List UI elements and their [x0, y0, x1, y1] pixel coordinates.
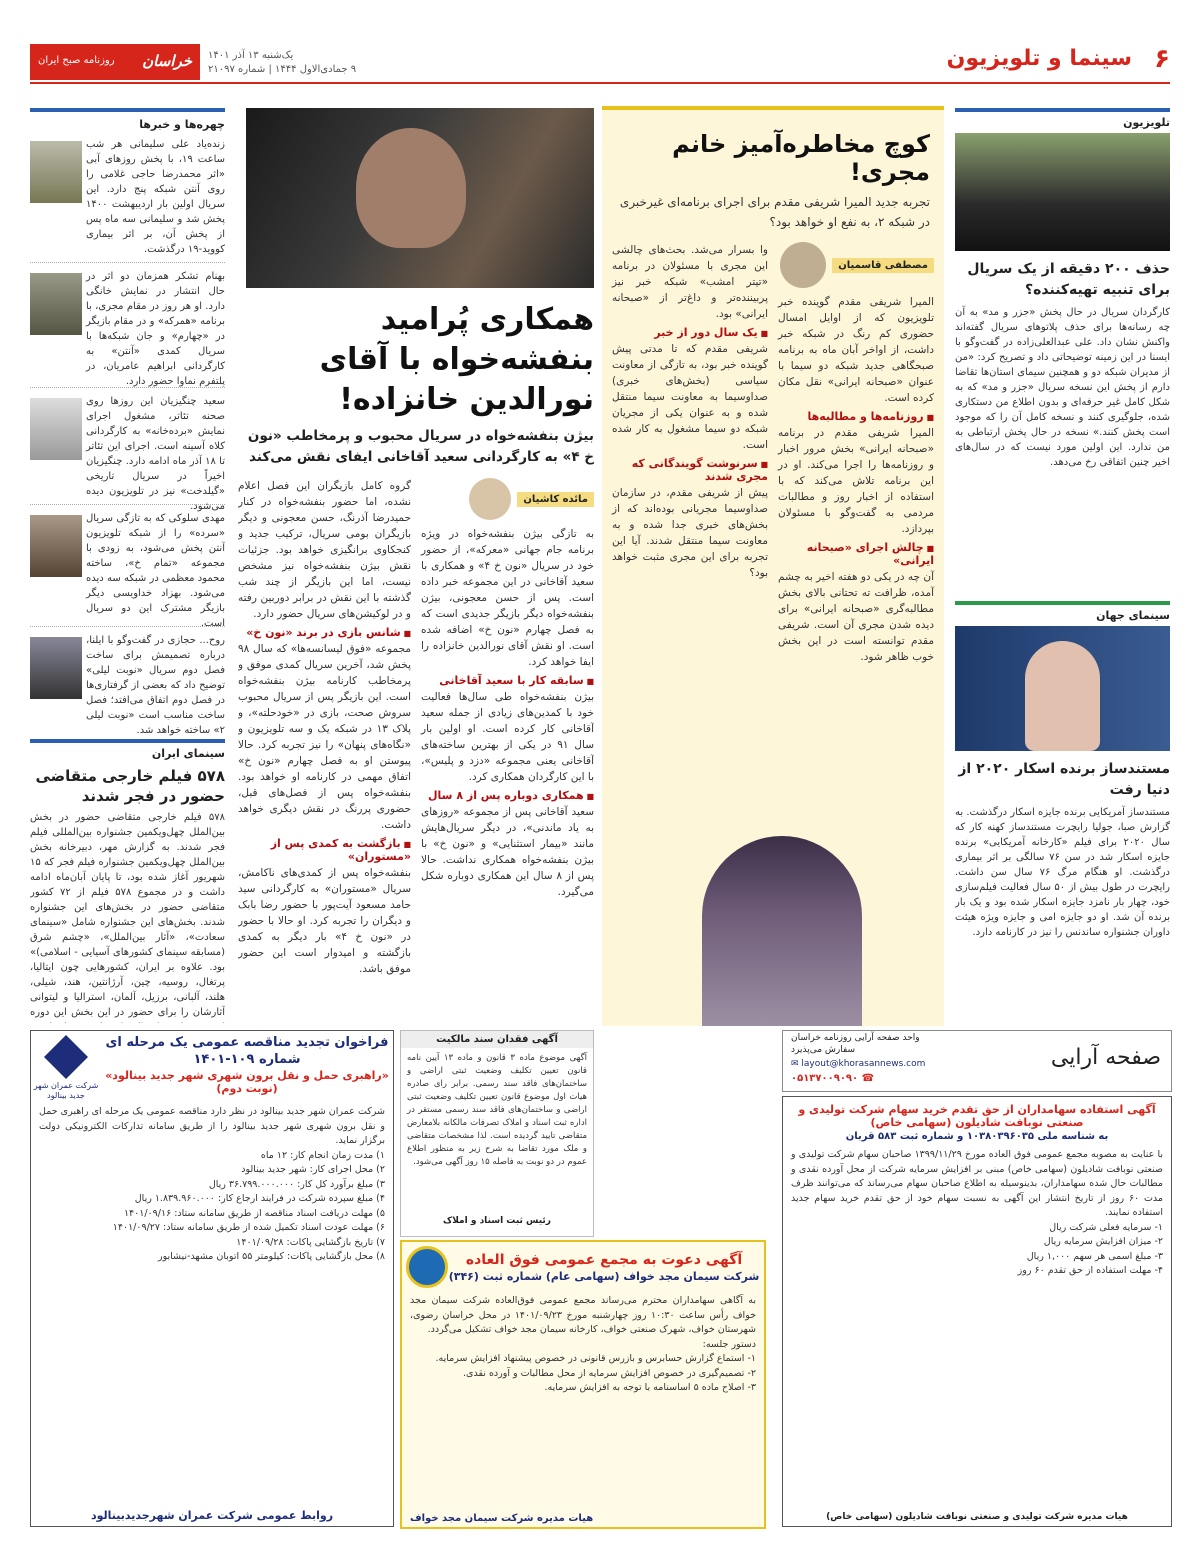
- main-story: [238, 108, 594, 1023]
- author-photo: [469, 478, 511, 520]
- main-col1-sub2: ■ بازگشت به کمدی پس از «مستوران»: [238, 837, 411, 863]
- face-photo: [30, 398, 82, 460]
- main-col2-p3: سعید آقاخانی پس از مجموعه «روزهای به یاد ماندنی»، در دیگر سریال‌هایش مانند «بیمار استثنایی» و «نون خ» با بیژن بنفشه‌خواه همکاری نداشت. حالا پس از ۸ سال این همکاری دوباره شکل می‌گیرد.: [421, 806, 594, 898]
- header-date-1: یک‌شنبه ۱۳ آذر ۱۴۰۱: [208, 50, 294, 61]
- faces-list: [30, 137, 225, 736]
- tv-photo: [955, 133, 1170, 251]
- face-photo: [30, 637, 82, 699]
- center-columns: [612, 242, 934, 665]
- ad2-header: [402, 1242, 764, 1292]
- main-col2-p2: بیژن بنفشه‌خواه طی سال‌ها فعالیت خود با کمدین‌های زیادی از جمله سعید آقاخانی کار کرده است. او اولین بار سال ۹۱ در یکی از بهترین ساخته‌های آقاخانی یعنی مجموعه «دزد و پلیس»، با این کارگردان همکاری کرد.: [421, 691, 594, 783]
- photo-figure-shape: [1025, 641, 1100, 751]
- left-column: [30, 108, 225, 1023]
- ad4-email[interactable]: ✉ layout@khorasannews.com: [791, 1059, 926, 1069]
- face-item: [30, 394, 225, 512]
- ad4-contact2: سفارش می‌پذیرد: [791, 1045, 856, 1055]
- ad5-body: با عنایت به مصوبه مجمع عمومی فوق العاده مورخ ۱۳۹۹/۱۱/۲۹ صاحبان سهام شرکت تولیدی و صنعتی نوبافت شادیلون (سهامی خاص) مبنی بر افزایش سرمایه شرکت از محل آورده نقدی و مطالبات حال شده سهامداران، بدینوسیله به اطلاع صاحبان سهام می‌رساند که می‌توانند ظرف مدت ۶۰ روز از تاریخ انتشار این آگهی به نسبت سهام خود از حق تقدم خرید سهام جدید استفاده نمایند. ۱- سرمایه فعلی شرکت ریال ۲- میزان افزایش سرمایه ریال ۳- مبلغ اسمی هر سهم ۱,۰۰۰ ریال ۴- مهلت استفاده از حق تقدم ۶۰ روز: [791, 1149, 1163, 1276]
- brand-box[interactable]: [30, 44, 200, 80]
- face-photo: [30, 273, 82, 335]
- ad4-contact1: واحد صفحه آرایی روزنامه خراسان: [791, 1033, 920, 1043]
- face-text: روح... حجازی در گفت‌وگو با ایلنا، درباره تصمیمش برای ساخت فصل دوم سریال «نوبت لیلی» توضیح داد که بعضی از گرفتاری‌ها در فصل دوم اتفاق می‌افتد؛ فصل ساخت مناسب است «نوبت لیلی ۲» ساخته خواهد شد.: [86, 635, 225, 736]
- ad3-footer: رئیس ثبت اسناد و املاک: [443, 1216, 551, 1226]
- center-colA-p1: المیرا شریفی مقدم گوینده خبر تلویزیون که از اوایل امسال حضوری کم رنگ در شبکه خبر داشت، از اواخر آبان ماه به برنامه صبحگاهی جدید شبکه دو سیما با عنوان «صبحانه ایرانی» نقل مکان کرده است.: [778, 296, 934, 404]
- face-photo: [30, 515, 82, 577]
- tv-label: تلویزیون: [955, 108, 1170, 129]
- ad2-title: آگهی دعوت به مجمع عمومی فوق العاده: [465, 1251, 743, 1268]
- ad2-body: به آگاهی سهامداران محترم می‌رساند مجمع عمومی فوق‌العاده شرکت سیمان مجد خواف رأس ساعت ۱۰:۳۰ روز چهارشنبه مورخ ۱۴۰۱/۰۹/۲۳ در محل خراسان رضوی، شهرستان خواف، شهرک صنعتی خواف، کارخانه سیمان مجد خواف تشکیل می‌گردد. دستور جلسه: ۱- استماع گزارش حسابرس و بازرس قانونی در خصوص پیشنهاد افزایش سرمایه. ۲- تصمیم‌گیری در خصوص افزایش سرمایه از محل مطالبات و آورده نقدی. ۳- اصلاح ماده ۵ اساسنامه با توجه به افزایش سرمایه.: [410, 1295, 756, 1393]
- page-header: [30, 44, 1170, 84]
- center-colB-p3: پیش از شریفی مقدم، در سازمان صداوسیما مجریانی بوده‌اند که از بخش‌های خبری جدا شده و به معاونت سیما منتقل شدند. آیا این تجربه برای این مجری مثبت خواهد بود؟: [612, 487, 768, 579]
- ad5-title: آگهی استفاده سهامداران از حق تقدم خرید سهام شرکت تولیدی و صنعتی نوبافت شادیلون (سهامی خاص): [798, 1103, 1156, 1129]
- ad2-logo: [406, 1246, 448, 1288]
- face-item: [30, 633, 225, 736]
- author-name: مائده کاشیان: [517, 492, 594, 507]
- author-block: [421, 478, 594, 520]
- main-photo: [246, 108, 594, 288]
- center-colB-p2: شریفی مقدم که تا مدتی پیش گوینده خبر بود، به تازگی از معاونت سیاسی (بخش‌های خبری) صداوسیما به معاونت سیما منتقل شده و به عنوان یکی از مجریان شبکه دو سیما مشغول به کار شده است.: [612, 343, 768, 451]
- center-colB-sub1: ■ یک سال دور از خبر: [612, 326, 768, 339]
- main-columns: [238, 478, 594, 977]
- ad-share-rights: [782, 1096, 1172, 1527]
- face-text: زنده‌یاد علی سلیمانی هر شب ساعت ۱۹، با پخش روزهای آبی «اثر محمدرضا حاجی غلامی را روی آنتن شبکه پنج دارد. این سریال اولین بار اردیبهشت ۱۴۰۰ پخش شد و سلیمانی سه ماه پس از پخش آن، بر اثر بیماری کووید-۱۹ درگذشت.: [86, 139, 225, 255]
- section-title: سینما و تلویزیون: [946, 46, 1132, 71]
- header-date-2: ۹ جمادی‌الاول ۱۴۴۴ | شماره ۲۱۰۹۷: [208, 64, 357, 75]
- main-col2-sub2: ■ همکاری دوباره پس از ۸ سال: [421, 789, 594, 802]
- ad1-body: شرکت عمران شهر جدید بینالود در نظر دارد مناقصه عمومی یک مرحله ای راهبری حمل و نقل برون شهری شهر جدید بینالود را از طریق سامانه تدارکات الکترونیکی دولت برگزار نماید. ۱) مدت زمان انجام کار: ۱۲ ماه ۲) محل اجرای کار: شهر جدید بینالود ۳) مبلغ برآورد کل کار: ۳۶.۷۹۹.۰۰۰.۰۰۰ ریال ۴) مبلغ سپرده شرکت در فرایند ارجاع کار: ۱.۸۳۹.۹۶۰.۰۰۰ ریال ۵) مهلت دریافت اسناد مناقصه از طریق سامانه ستاد: ۱۴۰۱/۰۹/۱۶ ۶) مهلت عودت اسناد تکمیل شده از طریق سامانه ستاد: ۱۴۰۱/۰۹/۲۷ ۷) تاریخ بازگشایی پاکات: ۱۴۰۱/۰۹/۲۸ ۸) محل بازگشایی پاکات: کیلومتر ۵۵ اتوبان مشهد-نیشابور: [39, 1106, 385, 1262]
- email-text: layout@khorasannews.com: [801, 1059, 926, 1069]
- phone-text: ۰۵۱۳۷۰۰۹۰۹۰: [791, 1073, 859, 1084]
- main-col1-p1: گروه کامل بازیگران این فصل اعلام نشده، اما حضور بنفشه‌خواه در کنار حمیدرضا آذرنگ، حسن معجونی و دیگر بازیگران بومی سریال، ترکیب جدید و کنجکاوی برانگیزی خواهد بود. جزئیات نقش بیژن بنفشه‌خواه نیز مشخص نیست، اما این بازیگر از چند شب گذشته با این نقش در برابر دوربین رفته و در لوکیشن‌های سریال حضور دارد.: [238, 480, 411, 620]
- faces-label-bar: چهره‌ها و خبرها: [30, 108, 225, 131]
- ad1-logo-block: [31, 1031, 101, 1101]
- main-col1-p2: مجموعه «فوق لیسانسه‌ها» که سال ۹۸ پخش شد، آخرین سریال کمدی موفق و پرمخاطب کارنامه بیژن بنفشه‌خواه است. این بازیگر پس از سریال محبوب سروش صحت، بازی در «خودحلته»، و پلاک ۱۳ در شبکه یک و سه تلویزیون و «نگاه‌های پنهان» را نیز تجربه کرد. حالا پیوستن او به فصل چهارم «نون خ» اتفاق مهمی در کارنامه او خواهد بود. بنفشه‌خواه پس از فصل‌های قبل، حضوری پررنگ در نقش دیگری خواهد داشت.: [238, 643, 411, 831]
- world-cinema-title: مستندساز برنده اسکار ۲۰۲۰ از دنیا رفت: [958, 761, 1170, 798]
- ad1-title: فراخوان تجدید مناقصه عمومی یک مرحله ای: [105, 1035, 389, 1050]
- center-story: [602, 106, 944, 1026]
- ad4-phone[interactable]: ☎ ۰۵۱۳۷۰۰۹۰۹۰: [791, 1073, 875, 1084]
- center-author-photo: [780, 242, 826, 288]
- ad4-header: صفحه آرایی: [1050, 1045, 1161, 1070]
- main-col-right: [421, 478, 594, 977]
- main-subheadline: بیژن بنفشه‌خواه در سریال محبوب و پرمخاطب «نون خ ۴» به کارگردانی سعید آقاخانی ایفای نقش می‌کند: [247, 428, 594, 465]
- ad1-header: [31, 1031, 393, 1101]
- ad1-org: شرکت عمران شهر جدید بینالود: [33, 1081, 99, 1100]
- ad-cement-meeting: [400, 1240, 766, 1529]
- ad1-logo: [44, 1035, 88, 1079]
- ad2-subtitle: شرکت سیمان مجد خواف (سهامی عام) شماره ثبت (۳۴۶): [448, 1269, 760, 1283]
- tv-body: کارگردان سریال در حال پخش «جزر و مد» به آن چه رسانه‌ها برای حذف پلاتوهای سریال گفته‌اند واکنش نشان داد. علی عبدالعلی‌زاده در گفت‌وگو با ایسنا در این زمینه توضیحاتی داد و تصریح کرد: «من از مدیران شبکه دو و همچنین سیمای استان‌ها تقاضا دارم از پخش این نسخه سریال «جزر و مد» که به شکل کامل غیر حرفه‌ای و بدون اطلاع من دستکاری شده، جلوگیری کنند و نسخه کامل آن را که موجود است پخش کنند.» نسخه در حال پخش ارتباطی به من ندارد. این اولین مورد نیست که در سال‌های اخیر چنین اتفاقی رخ می‌دهد.: [955, 307, 1170, 468]
- center-colA-sub1: ■ روزنامه‌ها و مطالبه‌ها: [778, 410, 934, 423]
- face-item: [30, 137, 225, 263]
- world-cinema-body: مستندساز آمریکایی برنده جایزه اسکار درگذشت. به گزارش صبا، جولیا رایچرت مستندساز کهنه کار که سال ۲۰۲۰ برای فیلم «کارخانه آمریکایی» برنده جایزه اسکار شد در سن ۷۶ سالگی بر اثر بیماری درگذشت. او هنگام مرگ ۷۶ سال سن داشت. رایچرت در طول بیش از ۵۰ سال فعالیت فیلم‌سازی خود، چهار بار نامزد جایزه اسکار شده بود و یک بار برنده آن شد. او دو جایزه امی و جایزه ویژه هیئت داوران جشنواره ساندنس را نیز در کارنامه دارد.: [955, 807, 1170, 938]
- world-cinema-label: سینمای جهان: [955, 601, 1170, 622]
- main-headline: همکاری پُرامید بنفشه‌خواه با آقای نورالدین خانزاده!: [319, 302, 594, 417]
- ad1-number: شماره ۱۰۹-۱۴۰۱: [193, 1052, 301, 1067]
- center-colA-sub2: ■ چالش اجرای «صبحانه ایرانی»: [778, 541, 934, 567]
- tv-title: حذف ۲۰۰ دقیقه از یک سریال برای تنبیه تهیه‌کننده؟: [967, 261, 1170, 298]
- center-col-left: [612, 242, 768, 665]
- center-lead: تجربه جدید المیرا شریفی مقدم برای اجرای برنامه‌ای غیرخبری در شبکه ۲، به نفع او خواهد بود؟: [619, 195, 930, 229]
- ad2-footer: هیات مدیره شرکت سیمان مجد خواف: [410, 1513, 594, 1524]
- photo-face-shape: [356, 128, 466, 248]
- ad1-subtitle: «راهبری حمل و نقل برون شهری شهر جدید بینالود» (نوبت دوم): [105, 1069, 389, 1095]
- world-cinema-photo: [955, 626, 1170, 751]
- presenter-photo: [702, 836, 862, 1026]
- iran-cinema-body: ۵۷۸ فیلم خارجی متقاضی حضور در بخش بین‌الملل چهل‌ویکمین جشنواره بین‌المللی فیلم فجر شدند. به گزارش مهر، دبیرخانه بخش بین‌الملل چهل‌ویکمین جشنواره فیلم فجر که ۱۵ شهریور آغاز شده بود، تا پایان آبان‌ماه ادامه داشت و در مجموع ۵۷۸ فیلم از ۷۲ کشور متقاضی حضور در بخش‌های این جشنواره شدند. بخش‌های این جشنواره شامل «سینمای سعادت»، «آثار بین‌الملل»، «چشم شرق (مسابقه سینمای کشورهای آسیایی - اسلامی)» بود. علاوه بر ایران، کشورهایی چون ایتالیا، پرتغال، روسیه، چین، آرژانتین، هند، شیلی، هلند، آلبانی، برزیل، آلمان، استرالیا و لیتوانی آثارشان را برای حضور در این بخش این دوره: [30, 812, 225, 1018]
- ad5-subtitle: به شناسه ملی ۱۰۳۸۰۳۹۶۰۳۵ و شماره ثبت ۵۸۳ قربان: [845, 1131, 1109, 1142]
- ad3-body: آگهی موضوع ماده ۳ قانون و ماده ۱۳ آیین نامه قانون تعیین تکلیف وضعیت ثبتی اراضی و ساختمان‌های فاقد سند رسمی. برابر رای صادره هیات اول موضوع قانون تعیین تکلیف وضعیت ثبتی اراضی و ساختمان‌های فاقد سند رسمی مستقر در اداره ثبت اسناد و املاک تصرفات مالکانه بلامعارض متقاضی تایید گردیده است. لذا مشخصات متقاضی و ملک مورد تقاضا به شرح زیر به منظور اطلاع عموم در دو نوبت به فاصله ۱۵ روز آگهی می‌شود.: [407, 1053, 587, 1167]
- ad-tender: [30, 1030, 394, 1527]
- face-text: بهنام تشکر همزمان دو اثر در حال انتشار در نمایش خانگی دارد. او هر روز در مقام مجری، با برنامه «همرکه» و در مقام بازیگر در «چهارم» و جان شبکه‌ها با سریال کمدی «آنتن» به کارگردانی ابراهیم عامریان، در پلتفرم نماوا حضور دارد.: [86, 271, 225, 387]
- center-colB-p1: وا بسرار می‌شد. بحث‌های چالشی این مجری با مسئولان در برنامه «تیتر امشب» شبکه خبر نیز پربیننده‌تر و داغ‌تر از «صبحانه ایرانی» بود.: [612, 244, 768, 320]
- face-item: [30, 269, 225, 388]
- face-item: [30, 511, 225, 627]
- main-col2-sub1: ■ سابقه کار با سعید آقاخانی: [421, 674, 594, 687]
- ad3-title: آگهی فقدان سند مالکیت: [401, 1031, 593, 1048]
- center-colA-p2: المیرا شریفی مقدم در برنامه «صبحانه ایرانی» بخش مرور اخبار و روزنامه‌ها را اجرا می‌کند. او در این برنامه تلاش می‌کند که با استفاده از اخبار روز و مطالبات مردمی به گفت‌وگو با مسئولان بپردازد.: [778, 427, 934, 535]
- face-photo: [30, 141, 82, 203]
- ad5-footer: هیات مدیره شرکت تولیدی و صنعتی نوبافت شادیلون (سهامی خاص): [826, 1512, 1128, 1522]
- brand-name: خراسان: [142, 52, 192, 70]
- ad-layout-service: [782, 1030, 1172, 1092]
- page-number: ۶: [1154, 44, 1170, 74]
- center-colB-sub2: ■ سرنوشت گویندگانی که مجری شدند: [612, 457, 768, 483]
- right-column: [955, 108, 1170, 1023]
- face-text: سعید چنگیزیان این روزها روی صحنه تئاتر، مشغول اجرای نمایش «برده‌خانه» به کارگردانی کلاه آسینه است. اجرای این تئاتر تا ۱۸ آذر ماه ادامه دارد. چنگیزیان اخیراً در سریال تاریخی «گیلدخت» نیز در تلویزیون دیده می‌شود.: [86, 396, 225, 512]
- brand-subtitle: روزنامه صبح ایران: [38, 55, 115, 66]
- ad1-footer: روابط عمومی شرکت عمران شهرجدیدبینالود: [90, 1509, 334, 1522]
- center-author-block: [778, 242, 934, 288]
- center-author-name: مصطفی قاسمیان: [832, 258, 934, 273]
- center-headline: کوچ مخاطره‌آمیز خانم مجری!: [672, 130, 930, 186]
- main-col2-p1: به تازگی بیژن بنفشه‌خواه در ویژه برنامه جام جهانی «معرکه»، از حضور خود در سریال «نون خ ۴» و همکاری با سعید آقاخانی در این مجموعه خبر داده است. پس از حسن معجونی، بیژن بنفشه‌خواه دیگر بازیگر جدیدی است که به فصل چهارم «نون خ» اضافه شده است. او نقش آقای نورالدین خانزاده را ایفا خواهد کرد.: [421, 528, 594, 668]
- iran-cinema-label: سینمای ایران: [30, 739, 225, 760]
- main-col1-sub1: ■ شانس بازی در برند «نون خ»: [238, 626, 411, 639]
- center-colA-p3: آن چه در یکی دو هفته اخیر به چشم آمده، ظرافت ته تحتانی بالای بخش مطالبه‌گری «صبحانه ایرانی» برای دیده شدن مجری آن است. شریفی مقدم توانسته است در این بخش خوب ظاهر شود.: [778, 571, 934, 663]
- iran-cinema-title: ۵۷۸ فیلم خارجی متقاضی حضور در فجر شدند: [35, 767, 225, 805]
- face-text: مهدی سلوکی که به تازگی سریال «سرده» را از شبکه تلویزیون آنتن پخش می‌شود، به زودی با مجموعه «تمام خ»، ساخته محمود معظمی در شبکه سه دیده می‌شود. بهزاد خداویسی دیگر بازیگر مشترک این دو سریال است.: [86, 513, 225, 629]
- main-col1-p3: بنفشه‌خواه پس از کمدی‌های ناکامش، سریال «مستوران» به کارگردانی سید حامد مسعود آیت‌پور با حضور رضا بابک و دیگران را تجربه کرد. او حالا با حضور در «نون خ ۴» بار دیگر به کمدی بازگشته و امیدوار است این حضور موفق باشد.: [238, 867, 411, 975]
- center-col-right: [778, 242, 934, 665]
- ad-property-notice: [400, 1030, 594, 1237]
- main-col-left: [238, 478, 411, 977]
